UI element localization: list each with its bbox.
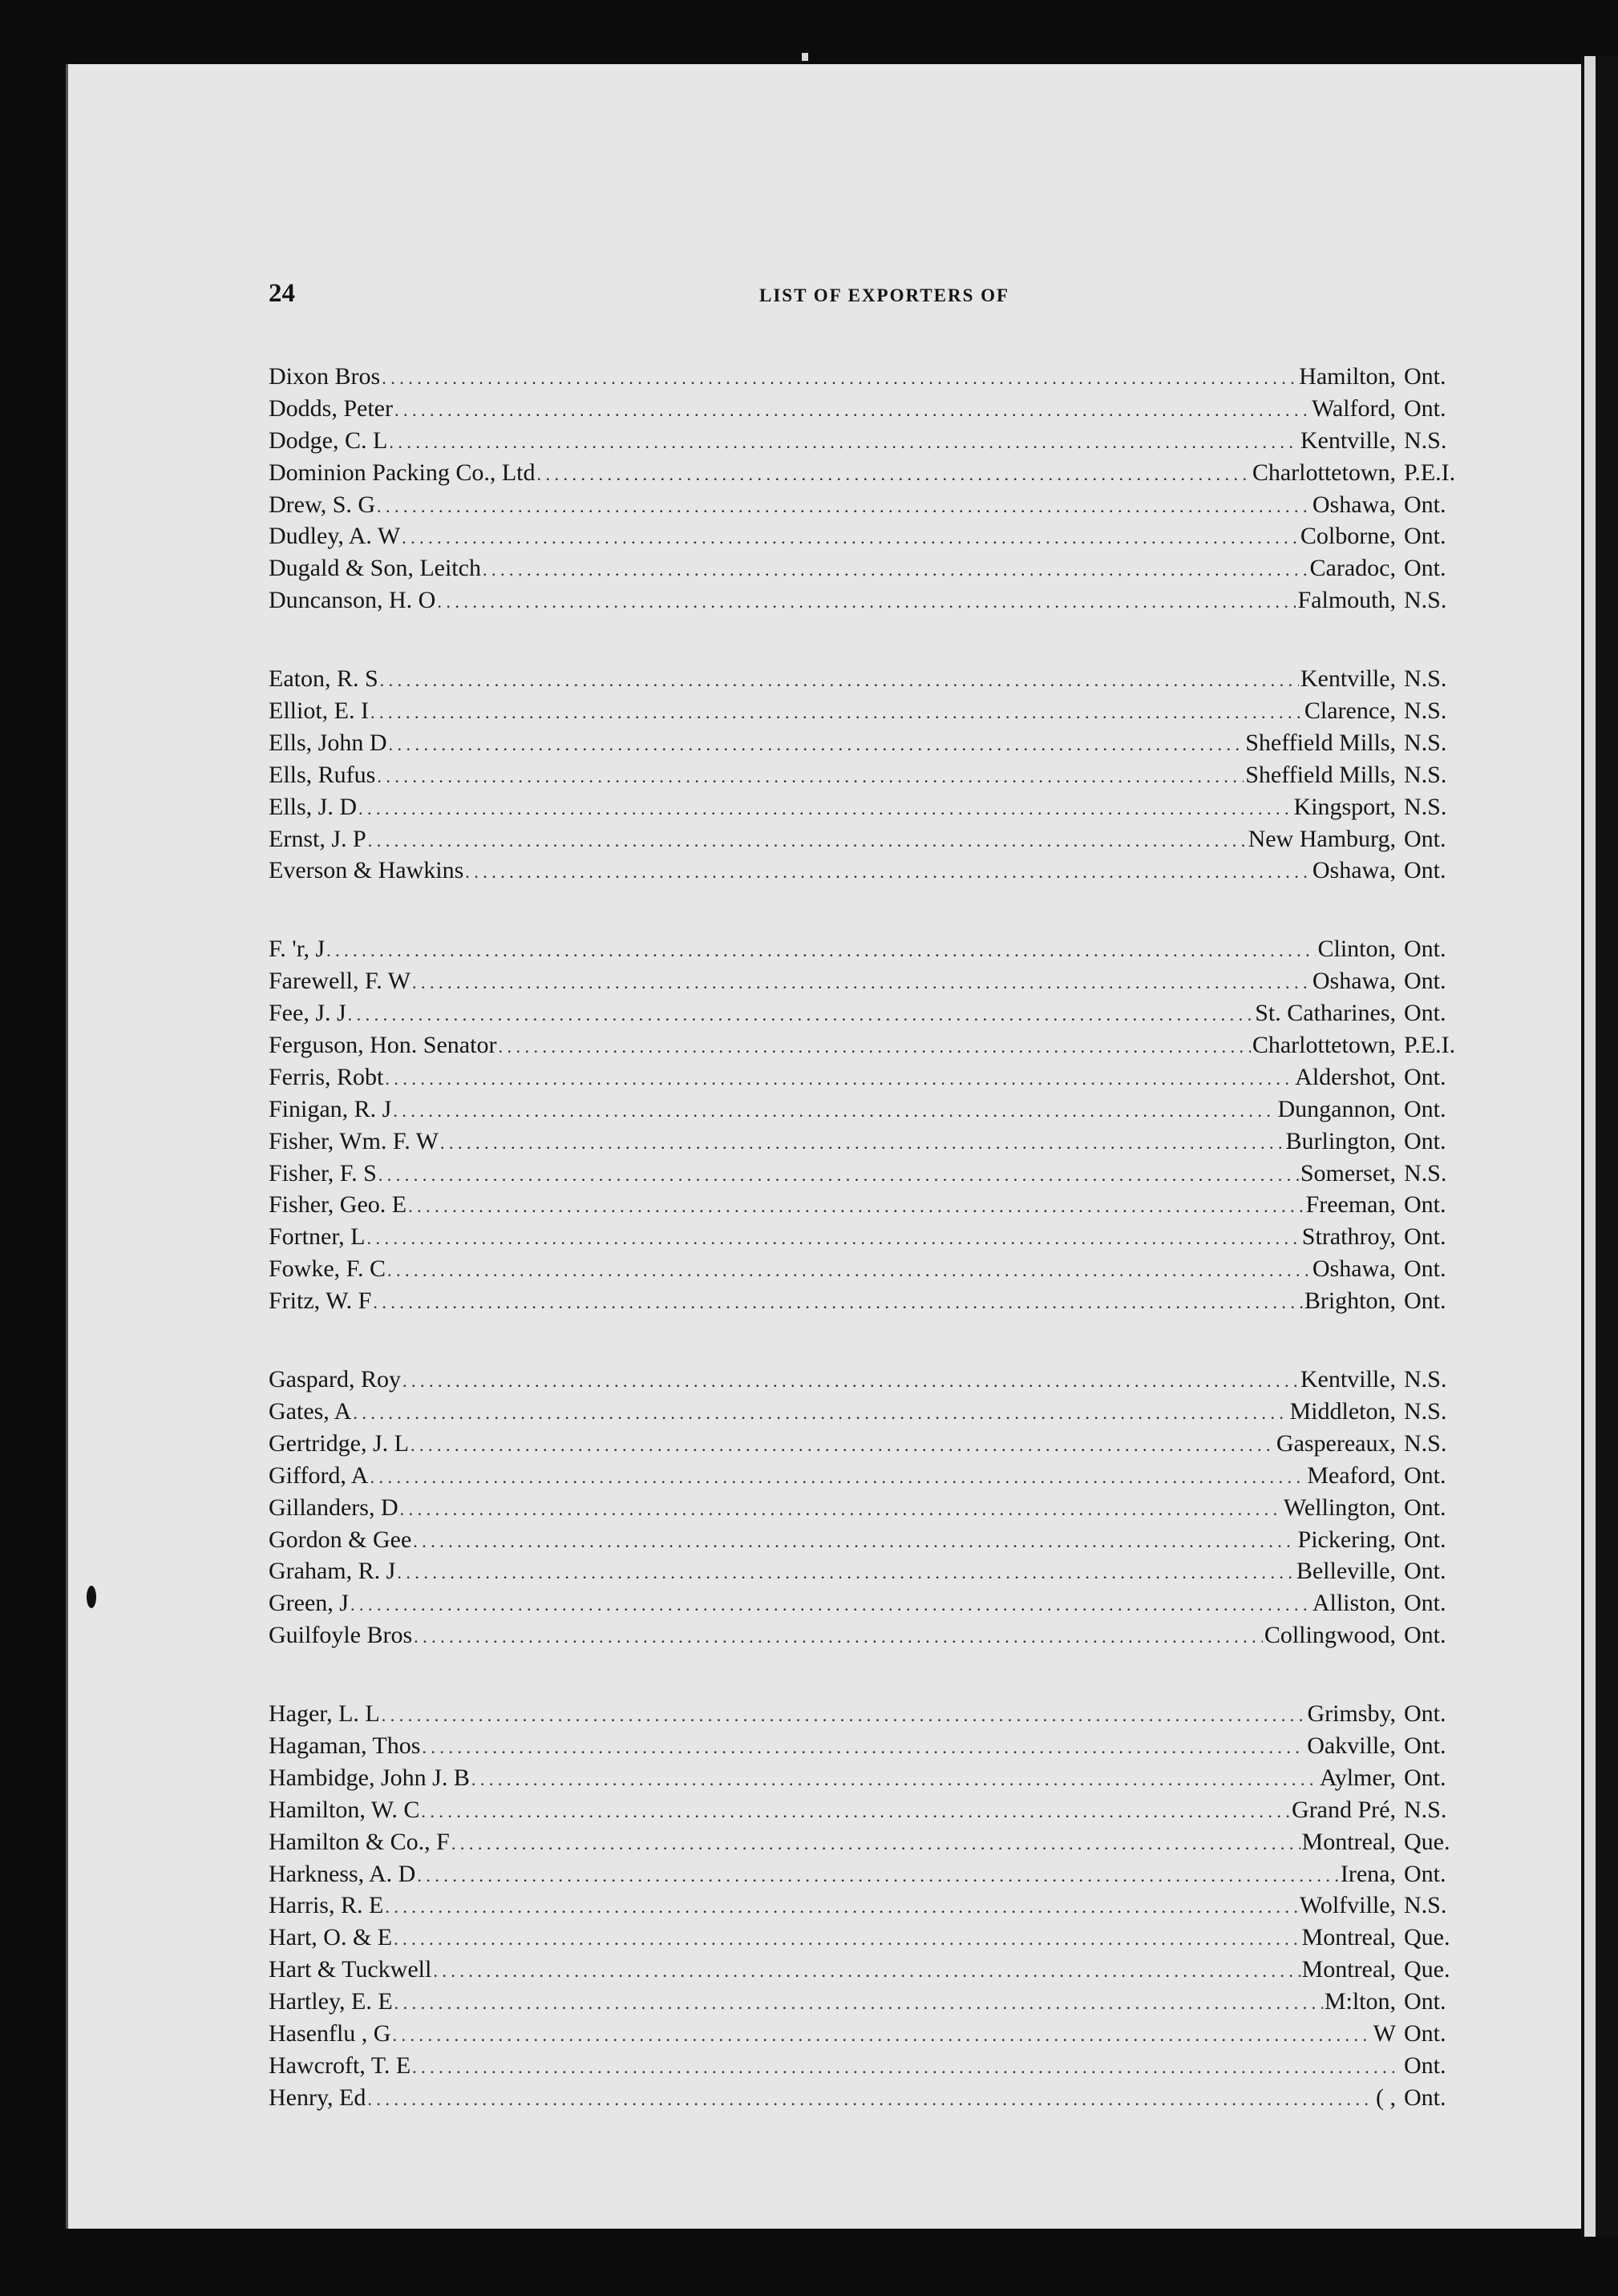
exporter-entry — [269, 1587, 1470, 1619]
exporter-place: M:lton, — [1324, 1988, 1396, 2015]
exporter-entry — [269, 1285, 1470, 1317]
exporter-name: Fisher, Geo. E — [269, 1191, 407, 1219]
exporter-province: N.S. — [1404, 1892, 1447, 1919]
exporter-name: Hart, O. & E — [269, 1924, 393, 1951]
exporter-place: Montreal, — [1301, 1924, 1396, 1951]
exporter-entry — [269, 2050, 1470, 2082]
exporter-name: Dodge, C. L — [269, 426, 388, 454]
page-number: 24 — [269, 279, 295, 308]
letter-section — [269, 1364, 1470, 1651]
exporter-province: Ont. — [1404, 1860, 1446, 1887]
dot-leader — [326, 933, 1316, 967]
exporter-province: Ont. — [1404, 1461, 1446, 1489]
exporter-province: Ont. — [1404, 968, 1446, 995]
exporter-province: N.S. — [1404, 1159, 1447, 1186]
exporter-province: Ont. — [1404, 1494, 1446, 1521]
exporter-province: Ont. — [1404, 857, 1446, 884]
dot-leader — [377, 489, 1311, 523]
exporter-province: Ont. — [1404, 1590, 1446, 1617]
dot-leader — [408, 1189, 1304, 1223]
exporter-name: Ells, Rufus — [269, 761, 376, 788]
exporter-name: Green, J — [269, 1590, 349, 1617]
exporter-place: Aylmer, — [1319, 1764, 1396, 1791]
exporter-entry — [269, 823, 1470, 855]
exporter-province: Ont. — [1404, 523, 1446, 550]
exporter-place: Hamilton, — [1299, 363, 1396, 390]
exporter-name: Fee, J. J — [269, 1000, 346, 1027]
exporter-place: Alliston, — [1312, 1590, 1396, 1617]
page-header — [68, 279, 1584, 311]
letter-section — [269, 663, 1470, 887]
dot-leader — [394, 1922, 1300, 1955]
dot-leader — [412, 965, 1311, 999]
exporter-province: P.E.I. — [1404, 1032, 1456, 1059]
exporter-entry — [269, 1253, 1470, 1285]
dot-leader — [370, 695, 1303, 729]
exporter-entry — [269, 1922, 1470, 1954]
exporter-entry — [269, 1126, 1470, 1158]
exporter-entry — [269, 1093, 1470, 1126]
dot-leader — [373, 1285, 1302, 1319]
exporter-province: Ont. — [1404, 825, 1446, 852]
exporter-entry — [269, 2018, 1470, 2050]
exporter-name: Fowke, F. C — [269, 1255, 386, 1283]
exporter-entry — [269, 1954, 1470, 1986]
exporter-place: Oakville, — [1307, 1732, 1396, 1759]
dot-leader — [397, 1555, 1295, 1589]
exporter-name: Everson & Hawkins — [269, 857, 464, 884]
exporter-place: Aldershot, — [1295, 1063, 1396, 1090]
exporter-province: Ont. — [1404, 1127, 1446, 1154]
exporter-place: Kentville, — [1300, 1366, 1396, 1393]
exporter-place: Collingwood, — [1264, 1622, 1396, 1649]
dot-leader — [366, 1221, 1300, 1255]
exporter-place: Belleville, — [1296, 1558, 1396, 1585]
exporter-entry — [269, 695, 1470, 727]
exporter-province: Ont. — [1404, 2084, 1446, 2111]
exporter-province: Ont. — [1404, 2051, 1446, 2079]
exporter-entry — [269, 933, 1470, 965]
dot-leader — [368, 823, 1247, 857]
exporter-place: Burlington, — [1285, 1127, 1396, 1154]
exporter-name: Dudley, A. W — [269, 523, 401, 550]
exporter-entry — [269, 1619, 1470, 1651]
exporter-entry — [269, 1061, 1470, 1093]
dot-leader — [385, 1061, 1293, 1095]
exporter-entry — [269, 997, 1470, 1029]
exporter-place: Charlottetown, — [1252, 1032, 1396, 1059]
dot-leader — [377, 759, 1244, 793]
dot-leader — [483, 552, 1309, 586]
dot-leader — [471, 1762, 1318, 1796]
exporter-name: Dominion Packing Co., Ltd — [269, 459, 536, 486]
exporter-name: Hasenflu , G — [269, 2019, 391, 2047]
exporter-name: Hawcroft, T. E — [269, 2051, 411, 2079]
exporter-entry — [269, 1890, 1470, 1922]
exporter-name: Gates, A — [269, 1397, 352, 1425]
exporter-name: Fritz, W. F — [269, 1287, 372, 1315]
exporter-province: N.S. — [1404, 1397, 1447, 1425]
dot-leader — [437, 584, 1296, 618]
exporter-place: Caradoc, — [1309, 555, 1396, 582]
exporter-place: New Hamburg, — [1248, 825, 1396, 852]
dot-leader — [350, 1587, 1311, 1621]
exporter-place: Grimsby, — [1307, 1700, 1396, 1728]
exporter-entry — [269, 1364, 1470, 1396]
dot-leader — [433, 1954, 1300, 1987]
exporter-province: N.S. — [1404, 1796, 1447, 1823]
dot-leader — [440, 1126, 1284, 1159]
exporter-province: Que. — [1404, 1828, 1450, 1855]
exporter-place: Oshawa, — [1312, 1255, 1396, 1283]
exporter-entry — [269, 1698, 1470, 1730]
dot-leader — [498, 1029, 1250, 1063]
exporter-entry — [269, 361, 1470, 393]
exporter-province: N.S. — [1404, 793, 1447, 820]
exporter-entry — [269, 1524, 1470, 1556]
exporter-province: Ont. — [1404, 1526, 1446, 1553]
exporter-name: Fisher, Wm. F. W — [269, 1127, 439, 1154]
dot-leader — [422, 1730, 1305, 1764]
dot-leader — [421, 1794, 1290, 1828]
exporter-name: Harris, R. E — [269, 1892, 384, 1919]
exporter-place: Clarence, — [1304, 697, 1396, 725]
exporter-name: Drew, S. G — [269, 491, 376, 518]
exporter-entry — [269, 1221, 1470, 1253]
exporter-name: Hager, L. L — [269, 1700, 380, 1728]
exporter-province: Ont. — [1404, 1287, 1446, 1315]
exporter-entry — [269, 520, 1470, 552]
dot-leader — [400, 1492, 1282, 1526]
exporter-entry — [269, 393, 1470, 425]
exporter-name: Hamilton, W. C — [269, 1796, 420, 1823]
dot-leader — [370, 1460, 1305, 1494]
exporter-entry — [269, 489, 1470, 521]
exporter-province: N.S. — [1404, 697, 1447, 725]
dot-leader — [414, 1619, 1263, 1653]
exporter-place: Grand Pré, — [1292, 1796, 1396, 1823]
exporter-name: F. 'r, J — [269, 936, 326, 963]
exporter-province: Ont. — [1404, 555, 1446, 582]
dot-leader — [348, 997, 1254, 1031]
exporter-province: N.S. — [1404, 729, 1447, 756]
dot-leader — [465, 855, 1311, 888]
exporter-place: Kingsport, — [1293, 793, 1396, 820]
exporter-entry — [269, 965, 1470, 997]
exporter-place: Pickering, — [1297, 1526, 1396, 1553]
exporter-entry — [269, 759, 1470, 791]
exporter-name: Henry, Ed — [269, 2084, 366, 2111]
dot-leader — [411, 1428, 1275, 1461]
dot-leader — [387, 1253, 1311, 1287]
exporter-name: Dodds, Peter — [269, 394, 393, 422]
exporter-entry — [269, 1555, 1470, 1587]
dot-leader — [393, 1093, 1276, 1127]
dot-leader — [353, 1396, 1288, 1429]
exporter-province: Ont. — [1404, 491, 1446, 518]
exporter-entry — [269, 1396, 1470, 1428]
exporter-name: Gillanders, D — [269, 1494, 398, 1521]
exporter-province: N.S. — [1404, 1429, 1447, 1457]
exporter-place: Montreal, — [1301, 1828, 1396, 1855]
exporter-name: Harkness, A. D — [269, 1860, 416, 1887]
dot-leader — [413, 1524, 1296, 1558]
exporter-entry — [269, 855, 1470, 887]
scan-mark — [87, 1586, 96, 1608]
exporter-name: Ernst, J. P — [269, 825, 366, 852]
exporter-entry — [269, 1492, 1470, 1524]
exporter-entry — [269, 1826, 1470, 1858]
exporter-place: Falmouth, — [1297, 587, 1396, 614]
exporter-name: Fisher, F. S — [269, 1159, 377, 1186]
exporter-province: Ont. — [1404, 1622, 1446, 1649]
exporter-entry — [269, 1189, 1470, 1221]
letter-section — [269, 933, 1470, 1317]
exporter-place: Colborne, — [1300, 523, 1396, 550]
exporter-province: Ont. — [1404, 1255, 1446, 1283]
exporter-province: N.S. — [1404, 1366, 1447, 1393]
exporter-name: Dugald & Son, Leitch — [269, 555, 481, 582]
exporter-name: Gordon & Gee — [269, 1526, 412, 1553]
exporter-place: Oshawa, — [1312, 491, 1396, 518]
exporter-entry — [269, 1986, 1470, 2018]
exporter-entry — [269, 552, 1470, 584]
exporter-province: Ont. — [1404, 1191, 1446, 1219]
exporter-entry — [269, 1762, 1470, 1794]
exporter-province: Ont. — [1404, 1000, 1446, 1027]
exporter-name: Ferguson, Hon. Senator — [269, 1032, 497, 1059]
exporter-place: Strathroy, — [1301, 1223, 1396, 1251]
exporter-province: Ont. — [1404, 936, 1446, 963]
exporter-place: St. Catharines, — [1255, 1000, 1396, 1027]
exporter-entry — [269, 791, 1470, 823]
exporter-name: Graham, R. J — [269, 1558, 396, 1585]
exporter-entry — [269, 727, 1470, 759]
exporter-entry — [269, 1794, 1470, 1826]
exporter-place: Wellington, — [1283, 1494, 1396, 1521]
dot-leader — [389, 727, 1244, 761]
exporter-name: Guilfoyle Bros — [269, 1622, 413, 1649]
exporter-name: Elliot, E. I — [269, 697, 369, 725]
adjacent-page-edge — [1581, 56, 1618, 2237]
exporter-place: Freeman, — [1305, 1191, 1396, 1219]
exporter-place: Sheffield Mills, — [1245, 729, 1396, 756]
exporter-place: Oshawa, — [1312, 968, 1396, 995]
exporter-place: Kentville, — [1300, 426, 1396, 454]
dot-leader — [389, 425, 1299, 459]
exporter-place: Sheffield Mills, — [1245, 761, 1396, 788]
letter-section — [269, 361, 1470, 616]
dot-leader — [394, 393, 1310, 426]
exporter-province: Ont. — [1404, 394, 1446, 422]
exporter-name: Hartley, E. E — [269, 1988, 393, 2015]
exporter-entry — [269, 1858, 1470, 1890]
exporter-province: Ont. — [1404, 1764, 1446, 1791]
exporter-name: Dixon Bros — [269, 363, 381, 390]
exporter-entry — [269, 1460, 1470, 1492]
exporter-name: Ells, J. D — [269, 793, 358, 820]
exporter-province: N.S. — [1404, 761, 1447, 788]
exporter-name: Farewell, F. W — [269, 968, 411, 995]
exporter-place: Somerset, — [1300, 1159, 1396, 1186]
exporter-entry — [269, 1730, 1470, 1762]
dot-leader — [412, 2050, 1394, 2084]
exporter-province: N.S. — [1404, 426, 1447, 454]
exporter-place: Brighton, — [1304, 1287, 1396, 1315]
exporter-place: W — [1373, 2019, 1396, 2047]
exporter-list — [269, 361, 1470, 2161]
dot-leader — [358, 791, 1292, 825]
dot-leader — [402, 1364, 1299, 1397]
exporter-place: Dungannon, — [1277, 1095, 1396, 1122]
exporter-province: Ont. — [1404, 1223, 1446, 1251]
exporter-province: Ont. — [1404, 1095, 1446, 1122]
dot-leader — [367, 2082, 1374, 2116]
dot-leader — [537, 457, 1251, 491]
exporter-name: Duncanson, H. O — [269, 587, 436, 614]
exporter-place: Oshawa, — [1312, 857, 1396, 884]
exporter-place: Walford, — [1311, 394, 1396, 422]
exporter-name: Finigan, R. J — [269, 1095, 392, 1122]
exporter-place: Wolfville, — [1299, 1892, 1396, 1919]
scan-mark — [802, 53, 808, 61]
exporter-name: Ells, John D — [269, 729, 387, 756]
exporter-place: Kentville, — [1300, 665, 1396, 693]
exporter-name: Gaspard, Roy — [269, 1366, 401, 1393]
exporter-place: Meaford, — [1307, 1461, 1396, 1489]
exporter-province: Ont. — [1404, 1063, 1446, 1090]
dot-leader — [382, 361, 1297, 394]
exporter-province: P.E.I. — [1404, 459, 1456, 486]
exporter-name: Hart & Tuckwell — [269, 1956, 432, 1983]
exporter-name: Hamilton & Co., F — [269, 1828, 450, 1855]
exporter-place: ( , — [1376, 2084, 1396, 2111]
exporter-entry — [269, 425, 1470, 457]
exporter-name: Hambidge, John J. B — [269, 1764, 470, 1791]
exporter-province: Ont. — [1404, 1558, 1446, 1585]
exporter-place: Clinton, — [1317, 936, 1396, 963]
exporter-entry — [269, 663, 1470, 695]
exporter-province: Ont. — [1404, 1732, 1446, 1759]
exporter-entry — [269, 584, 1470, 616]
dot-leader — [451, 1826, 1300, 1860]
exporter-province: Que. — [1404, 1924, 1450, 1951]
exporter-entry — [269, 1029, 1470, 1061]
exporter-name: Hagaman, Thos — [269, 1732, 421, 1759]
dot-leader — [402, 520, 1299, 554]
running-title: LIST OF EXPORTERS OF — [759, 285, 1010, 305]
letter-section — [269, 1698, 1470, 2114]
exporter-place: Middleton, — [1289, 1397, 1396, 1425]
exporter-entry — [269, 1428, 1470, 1460]
exporter-province: Ont. — [1404, 2019, 1446, 2047]
exporter-place: Irena, — [1340, 1860, 1396, 1887]
dot-leader — [378, 1158, 1299, 1191]
exporter-province: N.S. — [1404, 587, 1447, 614]
dot-leader — [380, 663, 1299, 697]
dot-leader — [394, 1986, 1323, 2019]
exporter-province: Ont. — [1404, 363, 1446, 390]
exporter-place: Charlottetown, — [1252, 459, 1396, 486]
exporter-province: Que. — [1404, 1956, 1450, 1983]
exporter-place: Montreal, — [1301, 1956, 1396, 1983]
exporter-place: Gaspereaux, — [1276, 1429, 1396, 1457]
document-page — [66, 64, 1584, 2229]
exporter-entry — [269, 457, 1470, 489]
dot-leader — [392, 2018, 1371, 2051]
exporter-name: Eaton, R. S — [269, 665, 378, 693]
exporter-name: Gertridge, J. L — [269, 1429, 409, 1457]
exporter-name: Gifford, A — [269, 1461, 369, 1489]
dot-leader — [382, 1698, 1306, 1732]
exporter-entry — [269, 1158, 1470, 1190]
exporter-name: Fortner, L — [269, 1223, 366, 1251]
dot-leader — [385, 1890, 1298, 1923]
exporter-province: N.S. — [1404, 665, 1447, 693]
exporter-entry — [269, 2082, 1470, 2114]
exporter-name: Ferris, Robt — [269, 1063, 384, 1090]
exporter-province: Ont. — [1404, 1700, 1446, 1728]
exporter-province: Ont. — [1404, 1988, 1446, 2015]
dot-leader — [417, 1858, 1339, 1892]
